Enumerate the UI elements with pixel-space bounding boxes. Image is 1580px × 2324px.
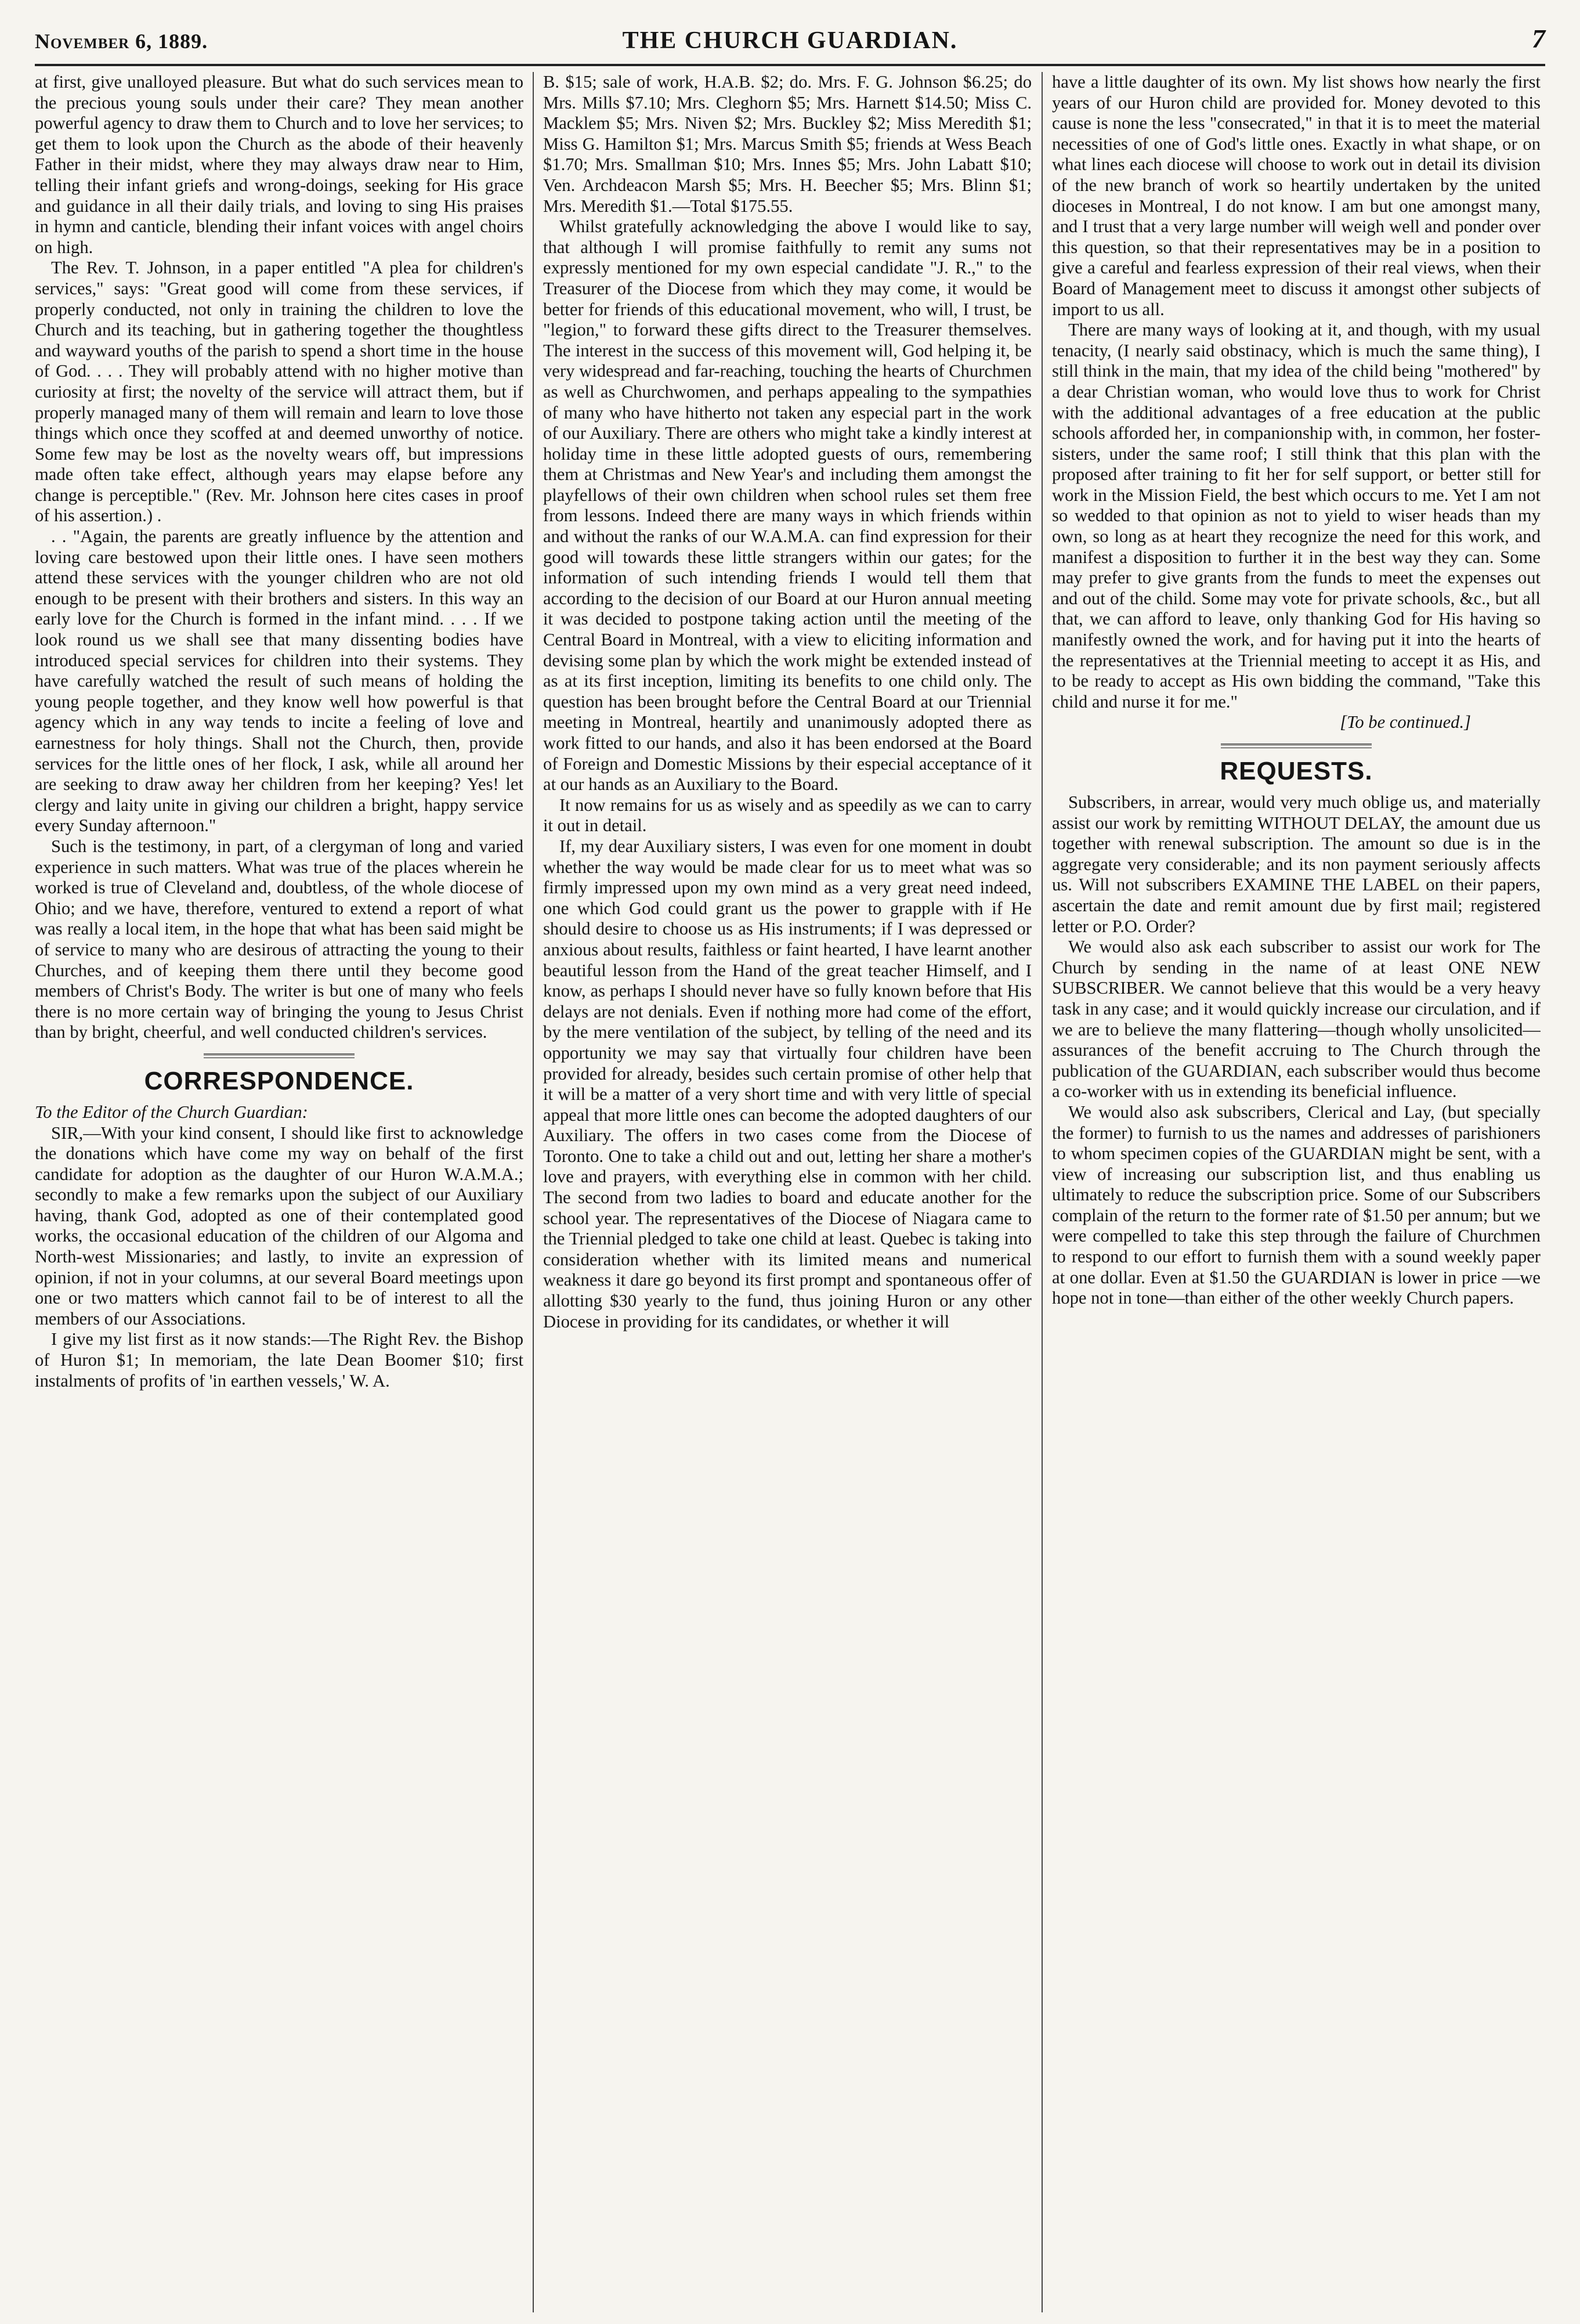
continued-note: [To be continued.] bbox=[1340, 712, 1471, 732]
article-paragraph: . . "Again, the parents are greatly influence by the attention and loving care bestowed upon their little ones. I have seen mothers attend these services with the younger children who are not old enough to be present with their brothers and sisters. In this way an early love for the Church is formed in the infant mind. . . . If we look round us we shall see that many dissenting bodies have introduced special services for children into their systems. They have carefully watched the result of such means of holding the young people together, and they know well how powerful is that agency which in any way tends to incite a feeling of love and earnestness for holy things. Shall not the Church, then, provide services for the little ones of her flock, I ask, while all around her are seeking to draw away her children from her keeping? Yes! let clergy and laity unite in giving our children a bright, happy service every Sunday afternoon." bbox=[35, 526, 523, 836]
letter-paragraph: It now remains for us as wisely and as speedily as we can to carry it out in detail. bbox=[543, 795, 1032, 836]
requests-heading: REQUESTS. bbox=[1220, 757, 1373, 785]
requests-paragraph: We would also ask each subscriber to assist our work for The Church by sending in the name of at least ONE NEW SUBSCRIBER. We cannot believe that this would be a very heavy task in any case; and it would quickly increase our circulation, and if we are to believe the many flattering—though wholly unsolicited—assurances of the benefit accruing to The Church through the publication of the GUARDIAN, each subscriber would thus become a co-worker with us in extending its beneficial influence. bbox=[1052, 937, 1541, 1102]
column-1 bbox=[35, 72, 523, 2312]
issue-date: November 6, 1889. bbox=[35, 30, 208, 53]
correspondence-heading: CORRESPONDENCE. bbox=[144, 1066, 414, 1095]
donation-list: B. $15; sale of work, H.A.B. $2; do. Mrs. F. G. Johnson $6.25; do Mrs. Mills $7.10; Mrs. Cleghorn $5; Mrs. Harnett $14.50; Miss C. Macklem $5; Mrs. Niven $2; Mrs. Buckley $2; Miss Meredith $1; Miss G. Hamilton $1; Mrs. Marcus Smith $5; friends at Wess Beach $1.70; Mrs. Smallman $10; Mrs. Innes $5; Mrs. John Labatt $10; Ven. Archdeacon Marsh $5; Mrs. H. Beecher $5; Mrs. Blinn $1; Mrs. Meredith $1.—Total $175.55. bbox=[543, 72, 1032, 216]
letter-paragraph: There are many ways of looking at it, and though, with my usual tenacity, (I nearly said obstinacy, which is much the same thing), I still think in the main, that my idea of the child being "mothered" by a dear Christian woman, who would love thus to work for Christ with the additional advantages of a free education at the public schools afforded her, in companionship with, in common, her foster-sisters, under the same roof; I still think that this plan with the proposed after training to fit her for self support, or better still for work in the Mission Field, the best which occurs to me. Yet I am not so wedded to that opinion as not to yield to wiser heads than my own, so long as at heart they recognize the need for this work, and manifest a disposition to further it in the best way they can. Some may prefer to give grants from the funds to meet the expenses out and out of the child. Some may vote for private schools, &c., but all that, we can afford to leave, only thanking God for His having so manifestly owned the work, and for having put it into the hearts of the representatives at the Triennial meeting to accept it as His, and to be ready to accept as His own bidding the command, "Take this child and nurse it for me." bbox=[1052, 320, 1541, 712]
letter-paragraph: If, my dear Auxiliary sisters, I was even for one moment in doubt whether the way would be made clear for us to meet what was so firmly impressed upon my own mind as a very great need indeed, one which God could grant us the power to grapple with if He should desire to choose us as His instruments; if I was depressed or anxious about results, faithless or faint hearted, I have learnt another beautiful lesson from the Hand of the great teacher Himself, and I know, as perhaps I should never have so fully known before that His delays are not denials. Even if nothing more had come of the effort, by the mere ventilation of the subject, by telling of the need and its opportunity we may say that virtually four children have been provided for already, besides such certain promise of other help that it will be a matter of a very short time and with very little of special appeal that more little ones can become the adopted daughters of our Auxiliary. The offers in two cases come from the Diocese of Toronto. One to take a child out and out, letting her share a mother's love and prayers, with everything else in common with her child. The second from two ladies to board and educate another for the school year. The representatives of the Diocese of Niagara came to the Triennial pledged to take one child at least. Quebec is taking into consideration whether with its limited means and numerical weakness it dare go beyond its first prompt and spontaneous offer of allotting $30 yearly to the fund, thus joining Huron or any other Diocese in providing for its candidates, or whether it will bbox=[543, 836, 1032, 1331]
letter-paragraph: I give my list first as it now stands:—The Right Rev. the Bishop of Huron $1; In memoriam, the late Dean Boomer $10; first instalments of profits of 'in earthen vessels,' W. A. bbox=[35, 1329, 523, 1391]
paper-title: THE CHURCH GUARDIAN. bbox=[622, 27, 958, 54]
letter-paragraph: Whilst gratefully acknowledging the above I would like to say, that although I will promise faithfully to remit any sums not expressly mentioned for my own especial candidate "J. R.," to the Treasurer of the Diocese from which they may come, it would be better for friends of this educational movement, who will, I trust, be "legion," to forward these gifts direct to the Treasurer themselves. The interest in the success of this movement will, God helping it, be very widespread and far-reaching, touching the hearts of Churchmen as well as Churchwomen, and perhaps appealing to the sympathies of many who have hitherto not taken any especial part in the work of our Auxiliary. There are others who might take a kindly interest at holiday time in these little adopted guests of ours, remembering them at Christmas and New Year's and including them amongst the playfellows of their own children when school rules set them free from lessons. Indeed there are many ways in which friends within and without the ranks of our W.A.M.A. can find expression for their good will towards these little strangers within our gates; for the information of such intending friends I would tell them that according to the decision of our Board at our Huron annual meeting it was decided to postpone taking action until the meeting of the Central Board in Montreal, with a view to eliciting information and devising some plan by which the work might be extended instead of as at its first inception, limiting its benefits to one child only. The question has been brought before the Central Board at our Triennial meeting in Montreal, heartily and unanimously adopted there as work fitted to our hands, and also it has been endorsed at the Board of Foreign and Domestic Missions by their especial acceptance of it at our hands as an Auxiliary to the Board. bbox=[543, 216, 1032, 795]
column-2 bbox=[543, 72, 1032, 2312]
article-paragraph: The Rev. T. Johnson, in a paper entitled "A plea for children's services," says: "Great good will come from these services, if properly conducted, not only in training the children to love the Church and its teaching, but in gathering together the thoughtless and wayward youths of the parish to spend a short time in the house of God. . . . They will probably attend with no higher motive than curiosity at first; the novelty of the service will attract them, but if properly managed many of them will remain and learn to love those things which once they scoffed at and deemed unworthy of notice. Some few may be lost as the novelty wears off, but impressions made often take effect, although years may elapse before any change is perceptible." (Rev. Mr. Johnson here cites cases in proof of his assertion.) . bbox=[35, 258, 523, 526]
column-3 bbox=[1052, 72, 1541, 2312]
section-divider bbox=[204, 1053, 355, 1058]
letter-paragraph: SIR,—With your kind consent, I should like first to acknowledge the donations which have come my way on behalf of the first candidate for adoption as the daughter of our Huron W.A.M.A.; secondly to make a few remarks upon the subject of our Auxiliary having, thank God, adopted as one of their contemplated good works, the occasional education of the children of our Algoma and North-west Missionaries; and lastly, to invite an expression of opinion, if not in your columns, at our several Board meetings upon one or two matters which cannot fail to be of interest to all the members of our Associations. bbox=[35, 1123, 523, 1329]
header-rule bbox=[35, 64, 1545, 66]
column-rule-2 bbox=[1042, 72, 1043, 2312]
letter-salutation: To the Editor of the Church Guardian: bbox=[35, 1102, 308, 1122]
letter-paragraph: have a little daughter of its own. My list shows how nearly the first years of our Huron child are provided for. Money devoted to this cause is none the less "consecrated," in that it is to meet the material necessities of one of God's little ones. Exactly in what shape, or on what lines each diocese will choose to work out in detail its division of the new branch of work so heartily undertaken by the united dioceses in Montreal, I do not know. I am but one amongst many, and I trust that a very large number will weigh well and ponder over this question, so that their representatives may be in a position to give a careful and fearless expression of their real views, when their Board of Management meet to discuss it amongst other subjects of import to us all. bbox=[1052, 72, 1541, 319]
requests-paragraph: Subscribers, in arrear, would very much oblige us, and materially assist our work by remitting WITHOUT DELAY, the amount due us together with renewal subscription. The amount so due is in the aggregate very considerable; and its non payment seriously affects us. Will not subscribers EXAMINE THE LABEL on their papers, ascertain the date and remit amount due by first mail; registered letter or P.O. Order? bbox=[1052, 792, 1541, 936]
requests-paragraph: We would also ask subscribers, Clerical and Lay, (but specially the former) to furnish to us the names and addresses of parishioners to whom specimen copies of the GUARDIAN might be sent, with a view of increasing our subscription list, and thus enabling us ultimately to reduce the subscription price. Some of our Subscribers complain of the return to the former rate of $1.50 per annum; but we were compelled to take this step through the failure of Churchmen to respond to our effort to furnish them with a sound weekly paper at one dollar. Even at $1.50 the GUARDIAN is lower in price —we hope not in tone—than either of the other weekly Church papers. bbox=[1052, 1102, 1541, 1308]
page-number: 7 bbox=[1532, 24, 1545, 53]
article-paragraph: Such is the testimony, in part, of a clergyman of long and varied experience in such matters. What was true of the places wherein he worked is true of Cleveland and, doubtless, of the whole diocese of Ohio; and we have, therefore, ventured to extend a report of what was really a local item, in the hope that what has been said might be of service to many who are desirous of attracting the young to their Churches, and of keeping them there until they become good members of Christ's Body. The writer is but one of many who feels there is no more certain way of bringing the young to Jesus Christ than by bright, cheerful, and well conducted children's services. bbox=[35, 836, 523, 1042]
masthead bbox=[35, 23, 1545, 60]
section-divider bbox=[1221, 744, 1372, 748]
article-paragraph: at first, give unalloyed pleasure. But what do such services mean to the precious young souls under their care? They mean another powerful agency to draw them to Church and to love her services; to get them to look upon the Church as the abode of their heavenly Father in their midst, where they may always draw near to Him, telling their infant griefs and wrong-doings, seeking for His grace and guidance in all their daily trials, and loving to sing His praises in hymn and canticle, blending their infant voices with angel choirs on high. bbox=[35, 72, 523, 257]
column-rule-1 bbox=[533, 72, 534, 2312]
